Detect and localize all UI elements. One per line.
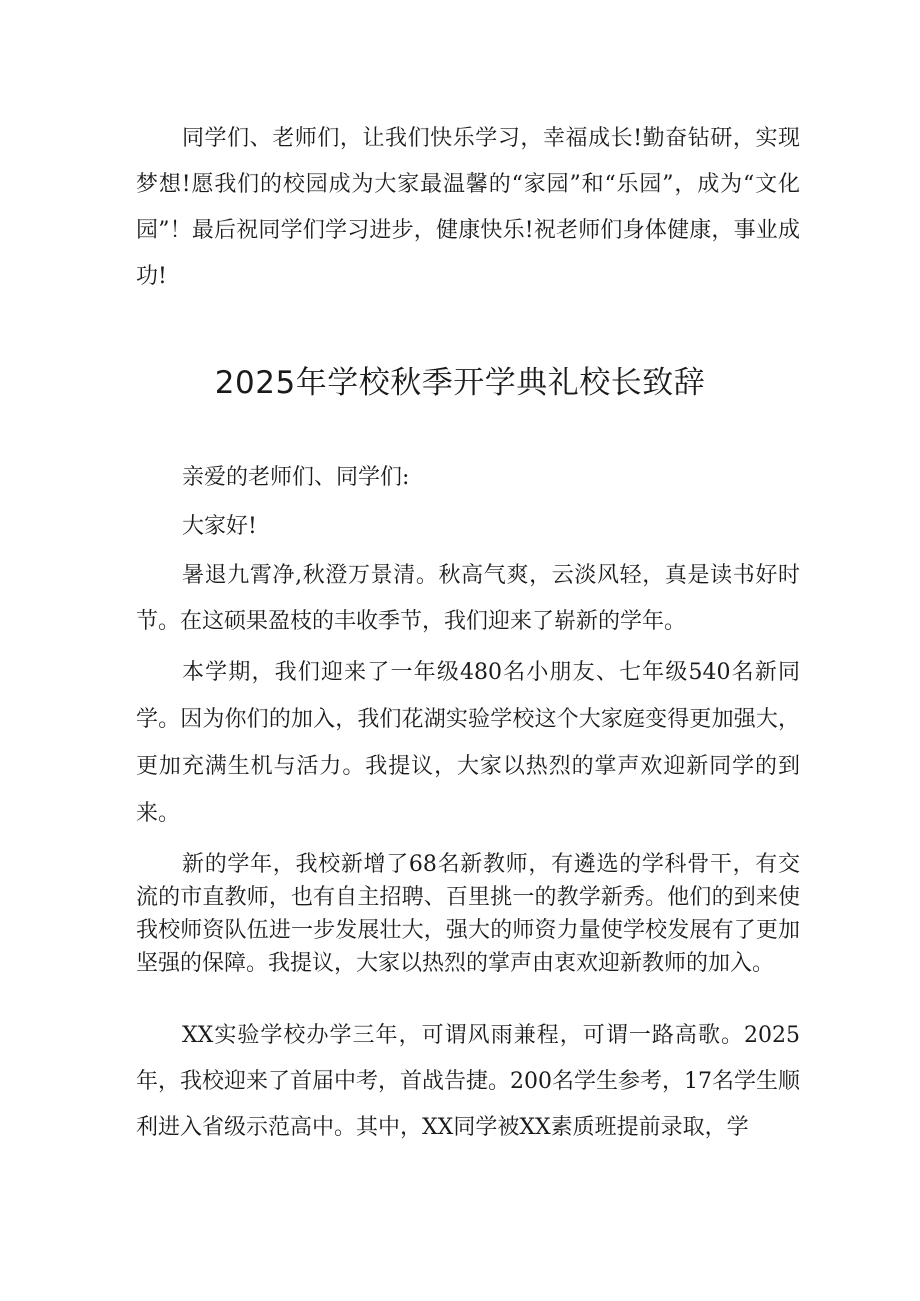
page-title: 2025年学校秋季开学典礼校长致辞: [214, 365, 706, 401]
body-paragraph: XX实验学校办学三年，可谓风雨兼程，可谓一路高歌。2025年，我校迎来了首届中考，首战告捷。200名学生参考，17名学生顺利进入省级示范高中。其中，XX同学被XX素质班提前录取，学: [136, 1023, 800, 1140]
body-paragraph: 新的学年，我校新增了68名新教师，有遴选的学科骨干，有交流的市直教师，也有自主招聘、百里挑一的教学新秀。他们的到来使我校师资队伍进一步发展壮大，强大的师资力量使学校发展有了更加坚强的保障。我提议，大家以热烈的掌声由衷欢迎新教师的加入。: [136, 852, 800, 976]
body-paragraph: 暑退九霄净,秋澄万景清。秋高气爽，云淡风轻，真是读书好时节。在这硕果盈枝的丰收季节，我们迎来了崭新的学年。: [136, 563, 800, 634]
greeting: 大家好!: [182, 514, 257, 539]
body-paragraph: 本学期，我们迎来了一年级480名小朋友、七年级540名新同学。因为你们的加入，我们花湖实验学校这个大家庭变得更加强大，更加充满生机与活力。我提议，大家以热烈的掌声欢迎新同学的到来。: [136, 660, 800, 826]
intro-paragraph: 同学们、老师们，让我们快乐学习，幸福成长!勤奋钻研，实现梦想!愿我们的校园成为大家最温馨的“家园”和“乐园”，成为“文化园”！最后祝同学们学习进步，健康快乐!祝老师们身体健康，事业成功!: [136, 126, 801, 289]
salutation: 亲爱的老师们、同学们:: [182, 465, 410, 490]
